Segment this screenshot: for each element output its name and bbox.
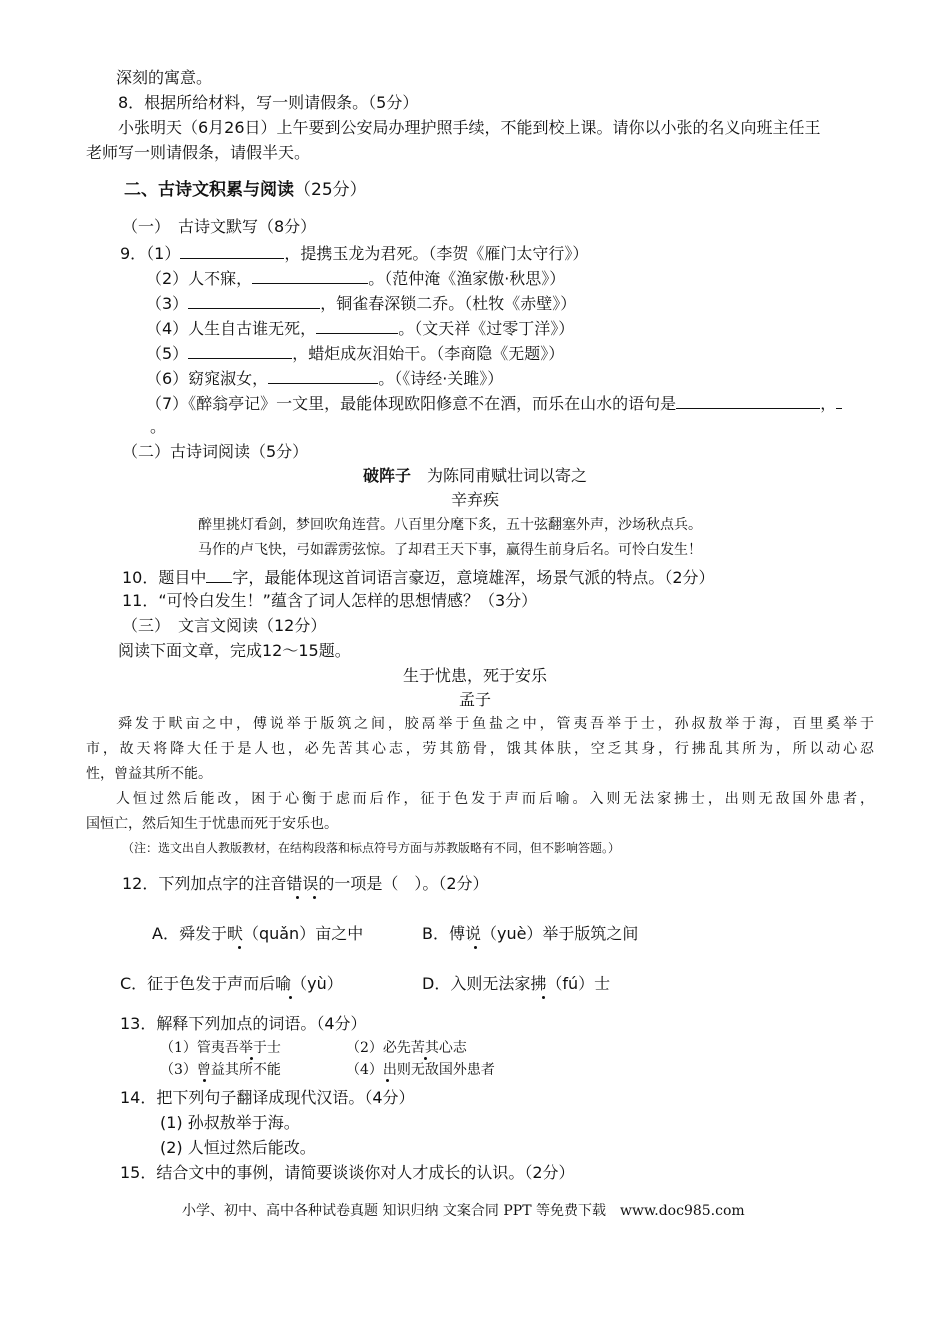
question-9-1-text: ，提携玉龙为君死。（李贺《雁门太守行》） [284,244,589,263]
question-9-5 [146,342,564,364]
question-13-item-1: （1）管夷吾举于士 [160,1040,281,1056]
question-13: 13．解释下列加点的词语。（4分） [120,1014,367,1033]
question-8-material-line2: 老师写一则请假条，请假半天。 [86,143,311,162]
question-9-5-post: ，蜡炬成灰泪始干。（李商隐《无题》） [292,344,565,363]
answer-blank-9-1[interactable] [180,242,284,259]
question-13-item-2: （2）必先苦其心志 [346,1040,467,1056]
question-12-option-a[interactable]: A．舜发于畎（quǎn）亩之中 [152,924,364,943]
part-2-title: （二）古诗词阅读（5分） [122,442,309,461]
question-9-2-pre: （2）人不寐， [146,269,253,288]
answer-blank-9-6[interactable] [268,367,378,384]
part-1-title: （一） 古诗文默写（8分） [122,217,317,236]
passage-para1-line2: 市，故天将降大任于是人也，必先苦其心志，劳其筋骨，饿其体肤，空乏其身，行拂乱其所为，所以动心忍 [86,741,874,757]
answer-blank-9-3[interactable] [188,292,320,309]
poem-author: 辛弃疾 [450,490,499,509]
question-14-item-1: (1) 孙叔敖举于海。 [160,1113,300,1132]
emphasis-dot [474,946,477,949]
question-10-post: 字，最能体现这首词语言豪迈，意境雄浑，场景气派的特点。（2分） [232,568,715,587]
answer-blank-9-7b[interactable] [836,392,842,409]
question-9-3 [146,292,576,314]
emphasis-dot [289,996,292,999]
question-12-option-d[interactable]: D．入则无法家拂（fú）士 [422,974,611,993]
question-10 [122,566,715,588]
passage-para2-line1: 人恒过然后能改，困于心衡于虑而后作，征于色发于声而后喻。入则无法家拂士，出则无敌国外患者， [116,791,874,807]
question-9-2-post: 。（范仲淹《渔家傲·秋思》） [368,269,566,288]
answer-blank-9-5[interactable] [188,342,292,359]
answer-blank-10[interactable] [206,566,232,583]
passage-para1-line3: 性，曾益其所不能。 [86,766,212,782]
page-footer: 小学、初中、高中各种试卷真题 知识归纳 文案合同 PPT 等免费下载 www.doc985.com [182,1203,745,1219]
question-15: 15．结合文中的事例，请简要谈谈你对人才成长的认识。（2分） [120,1163,575,1182]
part-3-instruction: 阅读下面文章，完成12～15题。 [118,641,351,660]
part-3-title: （三） 文言文阅读（12分） [122,616,327,635]
section-2-score: （25分） [294,180,367,200]
question-9-6 [146,367,503,389]
emphasis-dot [542,996,545,999]
question-9-1 [120,242,588,264]
question-9-label: 9．（1） [120,244,181,263]
section-2-title: 二、古诗文积累与阅读 [124,180,294,200]
question-9-4-post: 。（文天祥《过零丁洋》） [398,319,575,338]
question-9-6-post: 。（《诗经·关雎》） [378,369,504,388]
question-8-material-line1: 小张明天（6月26日）上午要到公安局办理护照手续，不能到校上课。请你以小张的名义向班主任王 [118,118,821,137]
question-9-2 [146,267,565,289]
question-10-pre: 10．题目中 [122,568,207,587]
text-title: 生于忧患，死于安乐 [402,666,547,685]
question-9-7 [146,392,842,414]
emphasis-dot [386,1079,389,1082]
question-9-6-pre: （6）窈窕淑女， [146,369,269,388]
poem-line-1: 醉里挑灯看剑，梦回吹角连营。八百里分麾下炙，五十弦翻塞外声，沙场秋点兵。 [198,517,702,533]
poem-title: 破阵子 [362,466,411,485]
question-9-4-pre: （4）人生自古谁无死， [146,319,317,338]
question-13-item-3: （3）曾益其所不能 [160,1062,281,1078]
passage-para1-line1: 舜发于畎亩之中，傅说举于版筑之间，胶鬲举于鱼盐之中，管夷吾举于士，孙叔敖举于海，百里奚举于 [118,716,874,732]
question-8-title: 8．根据所给材料，写一则请假条。（5分） [118,93,419,112]
question-9-3-pre: （3） [146,294,189,313]
question-12: 12．下列加点字的注音错误的一项是（ ）。（2分） [122,874,489,893]
intro-tail: 深刻的寓意。 [116,68,213,87]
question-9-7-text: （7）《醉翁亭记》一文里，最能体现欧阳修意不在酒，而乐在山水的语句是 [146,394,677,413]
text-author: 孟子 [458,690,491,709]
emphasis-dot [313,896,316,899]
question-11: 11．“可怜白发生！”蕴含了词人怎样的思想情感？（3分） [122,591,538,610]
poem-subtitle: 为陈同甫赋壮词以寄之 [427,466,588,485]
emphasis-dot [203,1079,206,1082]
section-2-heading [124,180,367,200]
question-12-option-c[interactable] [120,974,343,994]
question-12-option-c-text: C．征于色发于声而后喻（yù） [120,974,343,993]
question-9-7-end: 。 [150,417,167,436]
answer-blank-9-7a[interactable] [676,392,820,409]
answer-blank-9-2[interactable] [252,267,368,284]
question-12-option-b[interactable]: B．傅说（yuè）举于版筑之间 [422,924,639,943]
passage-para2-line2: 国恒亡，然后知生于忧患而死于安乐也。 [86,816,338,832]
question-9-3-post: ，铜雀春深锁二乔。（杜牧《赤壁》） [320,294,577,313]
passage-note: （注：选文出自人教版教材，在结构段落和标点符号方面与苏教版略有不同，但不影响答题。） [122,841,621,855]
question-14: 14．把下列句子翻译成现代汉语。（4分） [120,1088,415,1107]
question-9-4 [146,317,574,339]
poem-heading [0,466,950,486]
poem-line-2: 马作的卢飞快，弓如霹雳弦惊。了却君王天下事，赢得生前身后名。可怜白发生！ [198,542,702,558]
question-9-5-pre: （5） [146,344,189,363]
question-9-7-comma: ， [820,394,837,413]
emphasis-dot [296,896,299,899]
question-13-item-4: （4）出则无敌国外患者 [346,1062,495,1078]
emphasis-dot [238,946,241,949]
emphasis-dot [250,1057,253,1060]
emphasis-dot [424,1057,427,1060]
answer-blank-9-4[interactable] [316,317,398,334]
question-14-item-2: (2) 人恒过然后能改。 [160,1138,316,1157]
